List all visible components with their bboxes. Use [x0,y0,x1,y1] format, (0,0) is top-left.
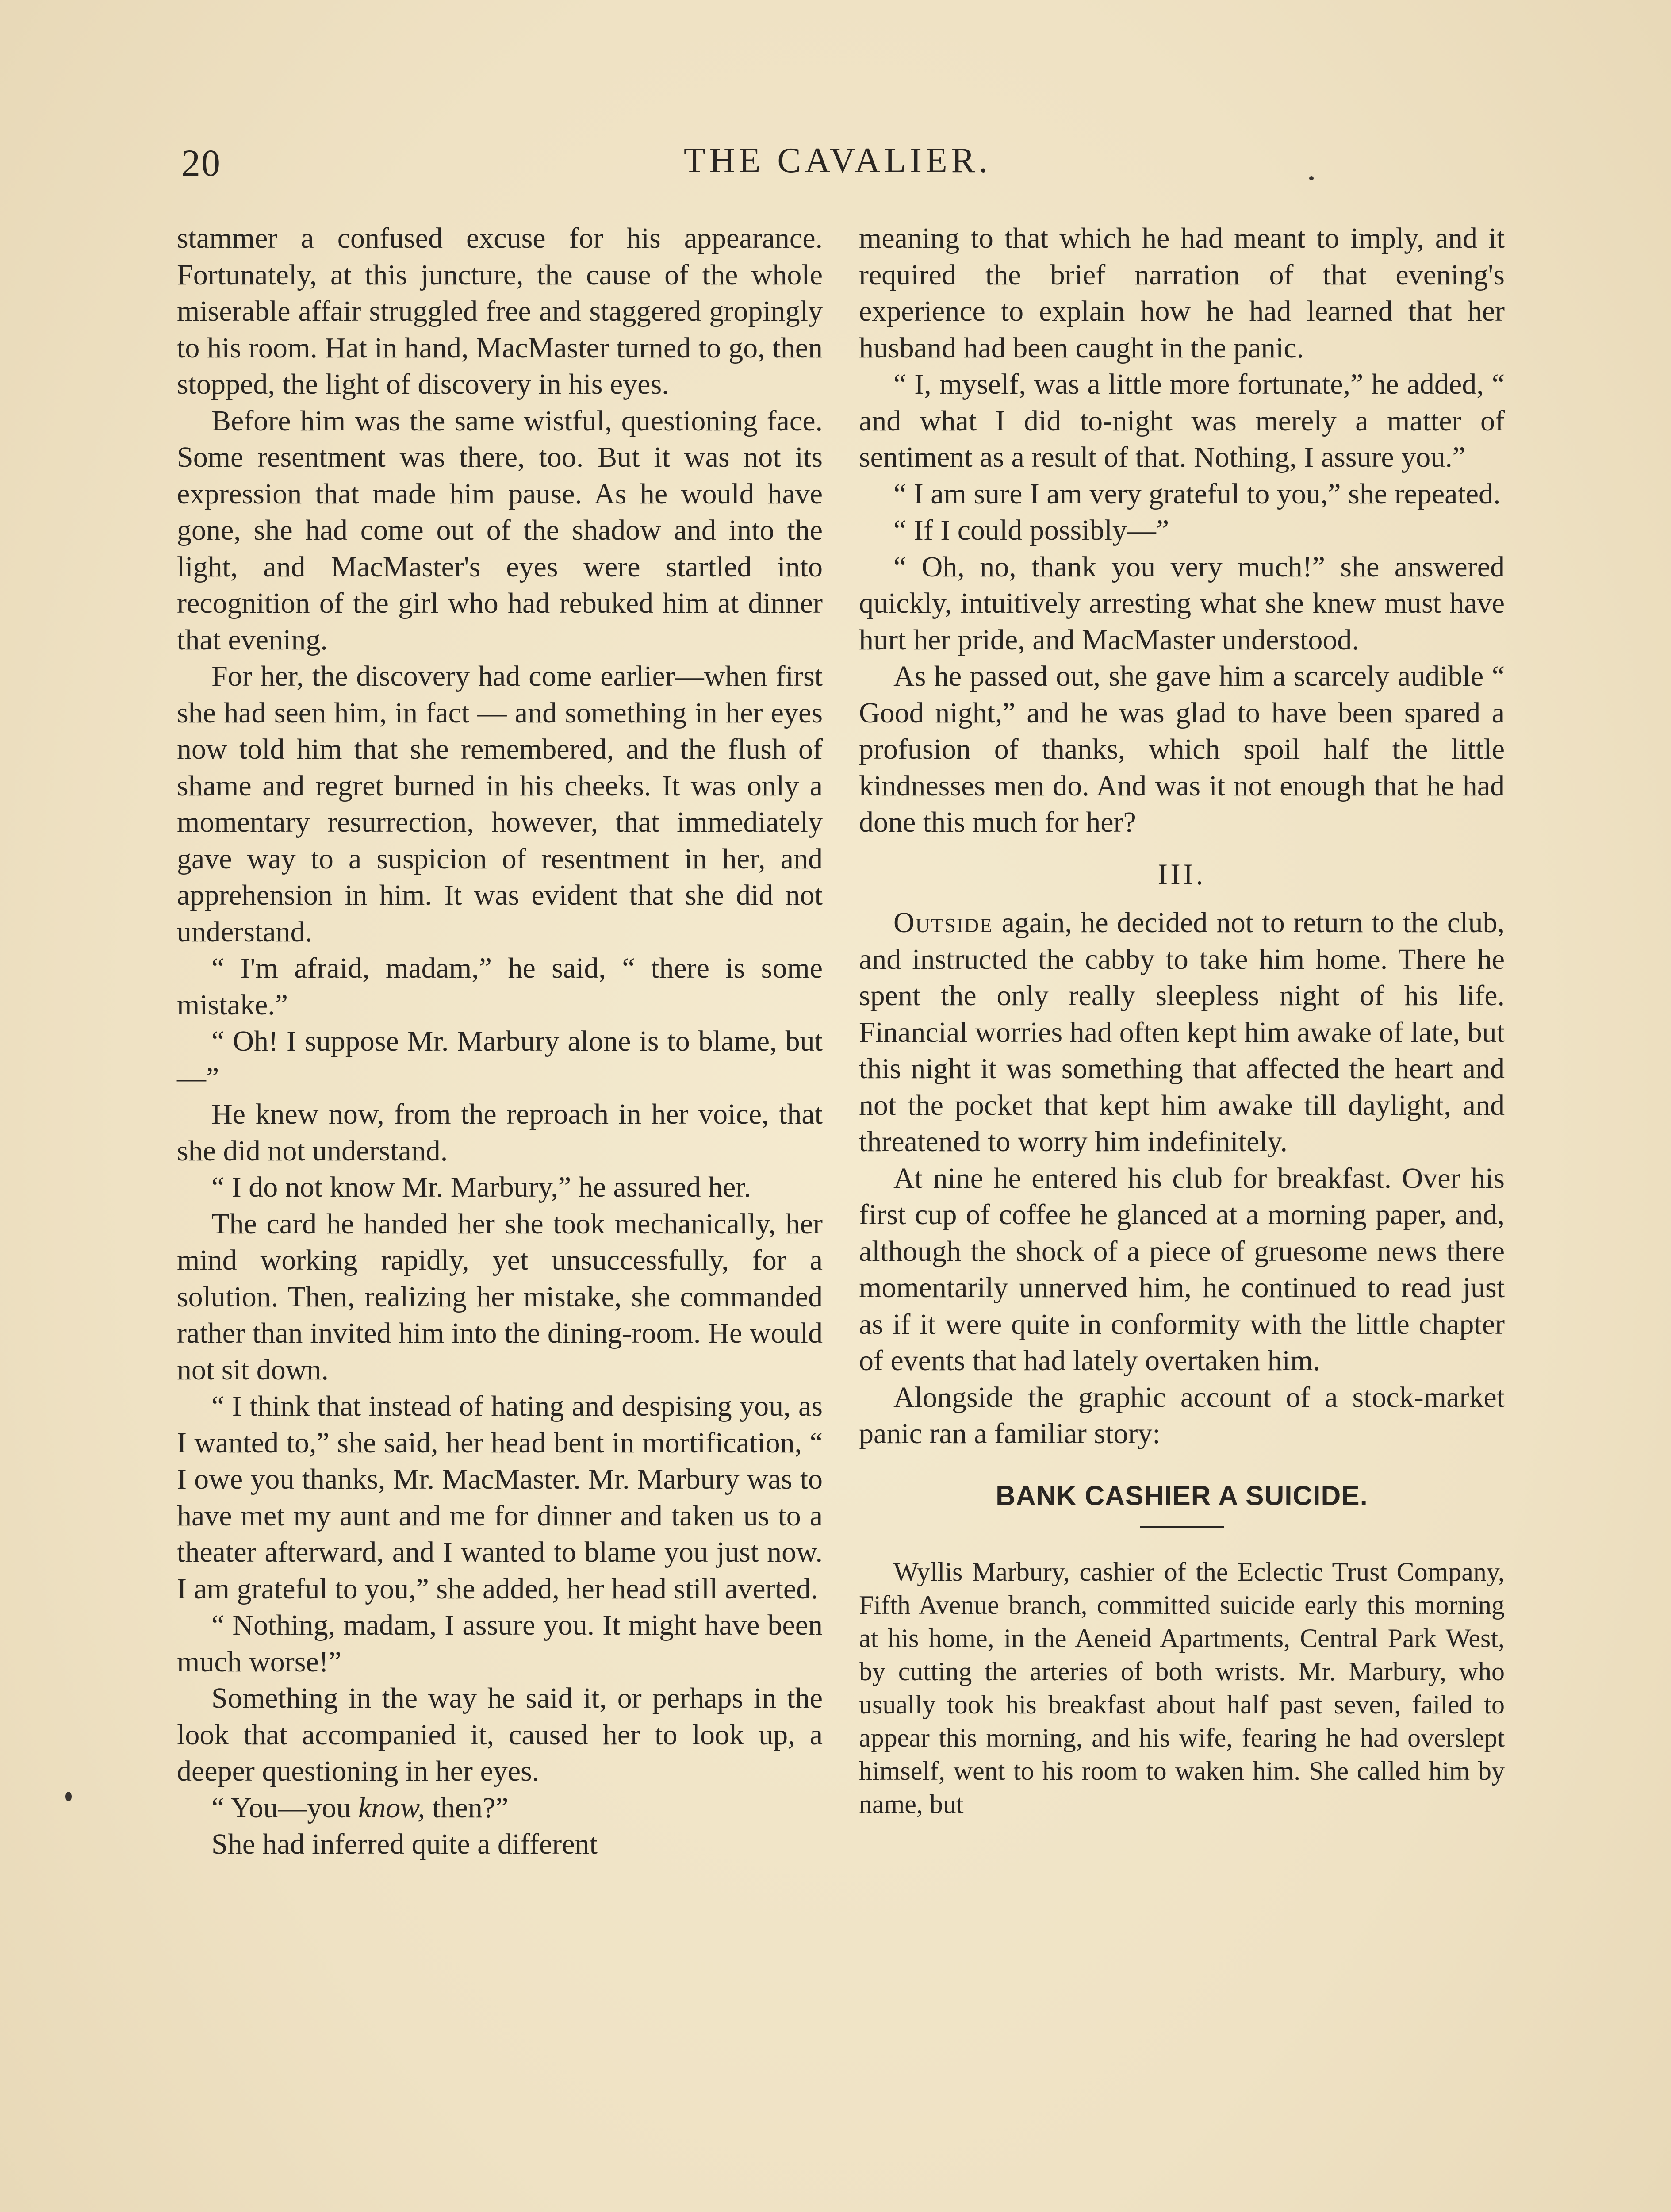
news-body: Wyllis Marbury, cashier of the Eclectic Trust Company, Fifth Avenue branch, committed suicide early this morning at his home, in the Aeneid Apartments, Central Park West, by cutting the arteries of both wrists. Mr. Marbury, who usually took his breakfast about half past seven, failed to appear this morning, and his wife, fearing he had overslept himself, went to his room to waken him. She called him by name, but [859,1557,1505,1819]
paragraph: At nine he entered his club for breakfast. Over his first cup of coffee he glanced at a morning paper, and, although the shock of a piece of gruesome news there momentarily unnerved him, he continued to read just as if it were quite in conformity with the little chapter of events that had lately overtaken him. [859,1162,1505,1377]
dialogue-line: “ Nothing, madam, I assure you. It might have been much worse!” [177,1609,823,1678]
italic-word: know, [358,1791,425,1824]
dialogue-line [177,1790,823,1827]
lead-word: Outside [893,906,993,939]
paragraph: She had inferred quite a different [211,1828,598,1860]
dialogue-line: “ If I could possibly—” [893,514,1169,546]
dialogue-line: “ I think that instead of hating and despising you, as I wanted to,” she said, her head bent in mortification, “ I owe you thanks, Mr. MacMaster. Mr. Marbury was to have met my aunt and me for dinner and taken us to a theater afterward, and I wanted to blame you just now. I am grateful to you,” she added, her head still averted. [177,1390,823,1605]
paragraph: For her, the discovery had come earlier—when first she had seen him, in fact — and something in her eyes now told him that she remembered, and the flush of shame and regret burned in his cheeks. It was only a momentary resurrection, however, that immediately gave way to a suspicion of resentment in her, and apprehension in him. It was evident that she did not understand. [177,660,823,948]
dialogue-line: “ I do not know Mr. Marbury,” he assured her. [211,1171,751,1203]
dialogue-line: “ Oh, no, thank you very much!” she answered quickly, intuitively arresting what she knew must have hurt her pride, and MacMaster understood. [859,550,1505,656]
paragraph: meaning to that which he had meant to imply, and it required the brief narration of that evening's experience to explain how he had learned that her husband had been caught in the panic. [859,222,1505,364]
paragraph: Something in the way he said it, or perhaps in the look that accompanied it, caused her to look up, a deeper questioning in her eyes. [177,1682,823,1787]
paragraph: As he passed out, she gave him a scarcely audible “ Good night,” and he was glad to have been spared a profusion of thanks, which spoil half the little kindnesses men do. And was it not enough that he had done this much for her? [859,660,1505,838]
dialogue-line: “ I, myself, was a little more fortunate,” he added, “ and what I did to-night was merely a matter of sentiment as a result of that. Nothing, I assure you.” [859,368,1505,473]
paragraph: stammer a confused excuse for his appearance. Fortunately, at this juncture, the cause of the whole miserable affair struggled free and staggered gropingly to his room. Hat in hand, MacMaster turned to go, then stopped, the light of discovery in his eyes. [177,222,823,400]
paragraph-text: again, he decided not to return to the club, and instructed the cabby to take him home. There he spent the only really sleepless night of his life. Financial worries had often kept him awake of late, but this night it was something that affected the heart and not the pocket that kept him awake till daylight, and threatened to worry him indefinitely. [859,906,1505,1158]
section-heading: III. [1157,857,1206,891]
dialogue-text: “ You—you [211,1791,358,1824]
dialogue-line: “ I am sure I am very grateful to you,” she repeated. [893,477,1501,510]
dialogue-text: then?” [425,1791,509,1824]
ink-speck [1309,176,1314,180]
right-column [859,220,1505,1821]
paragraph: He knew now, from the reproach in her voice, that she did not understand. [177,1098,823,1167]
headline-rule [1140,1526,1224,1528]
running-title: THE CAVALIER. [683,141,992,180]
left-column [177,220,823,1863]
page-header [181,141,1494,189]
paragraph: Alongside the graphic account of a stock-market panic ran a familiar story: [859,1381,1505,1450]
paragraph: The card he handed her she took mechanically, her mind working rapidly, yet unsuccessfully, for a solution. Then, realizing her mistake, she commanded rather than invited him into the dining-room. He would not sit down. [177,1207,823,1386]
paragraph: Before him was the same wistful, questioning face. Some resentment was there, too. But it was not its expression that made him pause. As he would have gone, she had come out of the shadow and into the light, and MacMaster's eyes were startled into recognition of the girl who had rebuked him at dinner that evening. [177,404,823,656]
page-number: 20 [181,142,221,184]
ink-speck [65,1792,72,1801]
news-headline: BANK CASHIER A SUICIDE. [996,1480,1368,1511]
dialogue-line: “ I'm afraid, madam,” he said, “ there is some mistake.” [177,952,823,1021]
dialogue-line: “ Oh! I suppose Mr. Marbury alone is to blame, but—” [177,1025,823,1094]
section-opening-paragraph [859,905,1505,1160]
